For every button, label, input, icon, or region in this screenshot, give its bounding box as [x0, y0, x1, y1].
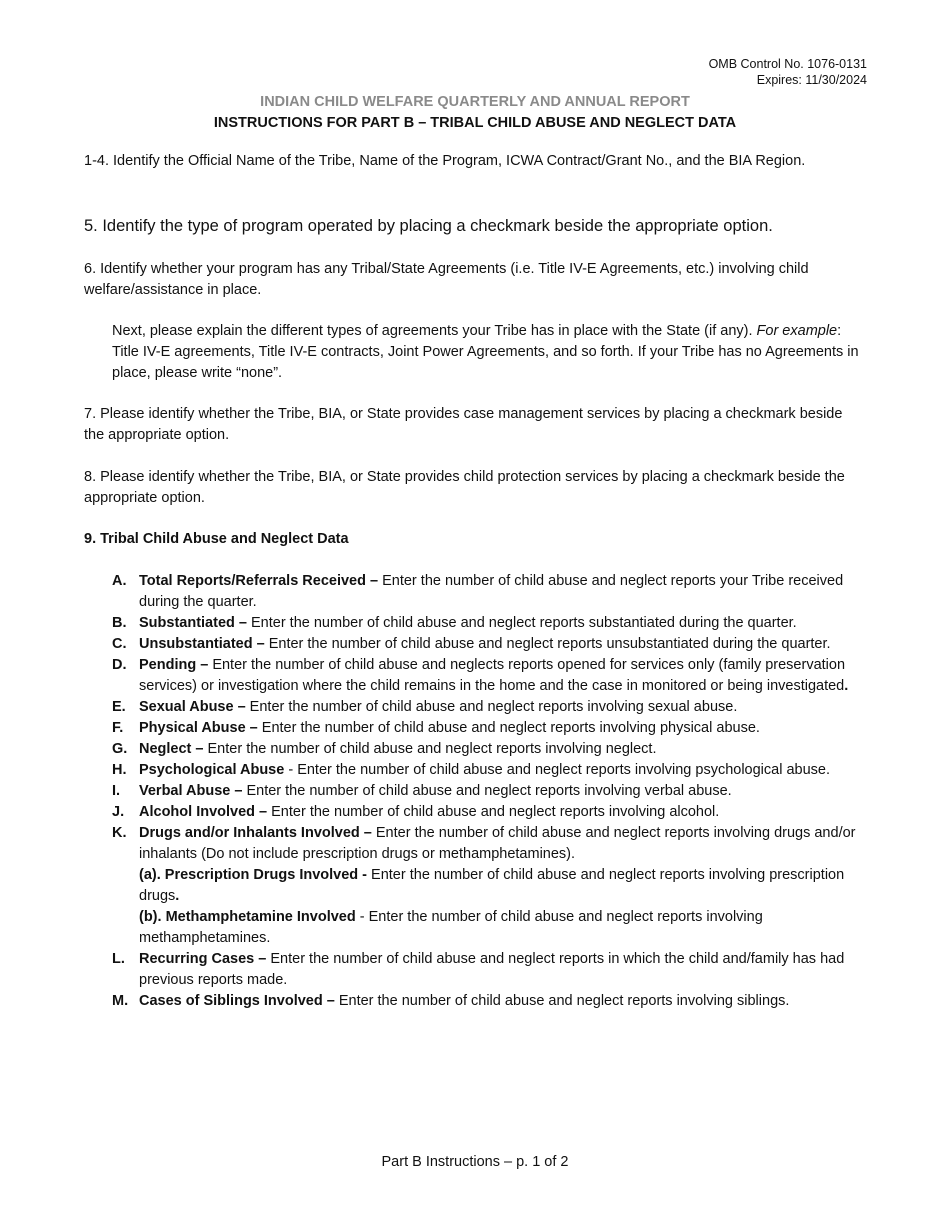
followup-text-b: : Title IV-E agreements, Title IV-E contracts, Joint Power Agreements, and so forth. If your Tribe has no Agreements in place, please write “none”. — [112, 323, 859, 381]
item-term: Cases of Siblings Involved – — [139, 993, 335, 1009]
item-text: Enter the number of child abuse and neglect reports involving sexual abuse. — [245, 699, 738, 715]
sub-item-term: (a). Prescription Drugs Involved - — [139, 867, 368, 883]
sub-item-text: Enter the number of child abuse and neglect reports involving prescription drugs — [139, 867, 845, 904]
instruction-5: 5. Identify the type of program operated by placing a checkmark beside the appropriate option. — [84, 217, 773, 235]
item-term: Psychological Abuse — [139, 762, 285, 778]
list-item-f — [112, 718, 872, 739]
report-title: INDIAN CHILD WELFARE QUARTERLY AND ANNUAL REPORT — [260, 94, 690, 110]
item-text: Enter the number of child abuse and neglect reports unsubstantiated during the quarter. — [264, 636, 831, 652]
item-term: Drugs and/or Inhalants Involved – — [139, 825, 372, 841]
list-item-l — [112, 949, 872, 991]
item-term: Pending – — [139, 657, 209, 673]
item-letter: B. — [112, 615, 127, 631]
item-letter: E. — [112, 699, 126, 715]
item-term: Physical Abuse – — [139, 720, 258, 736]
item-letter: K. — [112, 825, 127, 841]
list-item-h — [112, 760, 872, 781]
item-tail: . — [844, 678, 849, 694]
item-text: - Enter the number of child abuse and neglect reports involving psychological abuse. — [284, 762, 830, 778]
section-9-heading: 9. Tribal Child Abuse and Neglect Data — [84, 531, 349, 547]
instruction-7: 7. Please identify whether the Tribe, BIA, or State provides case management services by placing a checkmark beside the appropriate option. — [84, 406, 843, 443]
omb-control-block — [709, 56, 867, 88]
sub-item-methamphetamine — [139, 907, 872, 949]
item-text: Enter the number of child abuse and neglect reports involving verbal abuse. — [242, 783, 732, 799]
omb-control-number: OMB Control No. 1076-0131 — [708, 57, 867, 71]
item-letter: D. — [112, 657, 127, 673]
instructions-title: INSTRUCTIONS FOR PART B – TRIBAL CHILD ABUSE AND NEGLECT DATA — [213, 115, 737, 131]
item-letter: I. — [112, 783, 121, 799]
item-term: Alcohol Involved – — [139, 804, 268, 820]
item-term: Total Reports/Referrals Received – — [139, 573, 379, 589]
item-letter: M. — [112, 993, 129, 1009]
item-text: Enter the number of child abuse and neglect reports involving physical abuse. — [257, 720, 760, 736]
list-item-j — [112, 802, 872, 823]
list-item-c — [112, 634, 872, 655]
list-item-a — [112, 571, 872, 613]
item-letter: H. — [112, 762, 127, 778]
item-term: Verbal Abuse – — [139, 783, 243, 799]
list-item-e — [112, 697, 872, 718]
expiration-date: Expires: 11/30/2024 — [756, 73, 867, 87]
sub-item-term: (b). Methamphetamine Involved — [139, 909, 356, 925]
page-footer: Part B Instructions – p. 1 of 2 — [381, 1154, 569, 1170]
sub-item-text: - Enter the number of child abuse and neglect reports involving methamphetamines. — [139, 909, 763, 946]
item-letter: C. — [112, 636, 127, 652]
item-text: Enter the number of child abuse and neglect reports involving alcohol. — [267, 804, 720, 820]
item-letter: J. — [112, 804, 125, 820]
item-text: Enter the number of child abuse and neglect reports involving siblings. — [334, 993, 790, 1009]
item-term: Neglect – — [139, 741, 204, 757]
item-text: Enter the number of child abuse and neglect reports your Tribe received during the quarter. — [139, 573, 844, 610]
item-letter: L. — [112, 951, 125, 967]
instruction-6-followup — [112, 321, 864, 384]
list-item-m — [112, 991, 872, 1012]
item-text: Enter the number of child abuse and neglects reports opened for services only (family preservation services) or investigation where the child remains in the home and the case in monitored or being investigated — [139, 657, 846, 694]
item-text: Enter the number of child abuse and neglect reports substantiated during the quarter. — [246, 615, 797, 631]
instruction-1-4: 1-4. Identify the Official Name of the Tribe, Name of the Program, ICWA Contract/Grant No., and the BIA Region. — [84, 153, 806, 169]
followup-emphasis: For example — [756, 323, 838, 339]
list-item-b — [112, 613, 872, 634]
list-item-k — [112, 823, 872, 949]
sub-item-prescription-drugs — [139, 865, 872, 907]
list-item-d — [112, 655, 872, 697]
item-letter: A. — [112, 573, 127, 589]
instruction-6: 6. Identify whether your program has any Tribal/State Agreements (i.e. Title IV-E Agreements, etc.) involving child welfare/assistance in place. — [84, 261, 809, 298]
item-text: Enter the number of child abuse and neglect reports in which the child and/family has had previous reports made. — [139, 951, 845, 988]
item-text: Enter the number of child abuse and neglect reports involving drugs and/or inhalants (Do not include prescription drugs or methamphetamines). — [139, 825, 856, 862]
item-term: Substantiated – — [139, 615, 247, 631]
item-term: Sexual Abuse – — [139, 699, 246, 715]
item-term: Recurring Cases – — [139, 951, 267, 967]
list-item-g — [112, 739, 872, 760]
followup-text-a: Next, please explain the different types of agreements your Tribe has in place with the State (if any). — [112, 323, 757, 339]
item-text: Enter the number of child abuse and neglect reports involving neglect. — [203, 741, 657, 757]
list-item-i — [112, 781, 872, 802]
instruction-8: 8. Please identify whether the Tribe, BIA, or State provides child protection services by placing a checkmark beside the appropriate option. — [84, 469, 845, 506]
abuse-neglect-data-list — [112, 571, 872, 1012]
sub-item-tail: . — [175, 888, 180, 904]
item-term: Unsubstantiated – — [139, 636, 265, 652]
item-letter: F. — [112, 720, 124, 736]
item-letter: G. — [112, 741, 128, 757]
